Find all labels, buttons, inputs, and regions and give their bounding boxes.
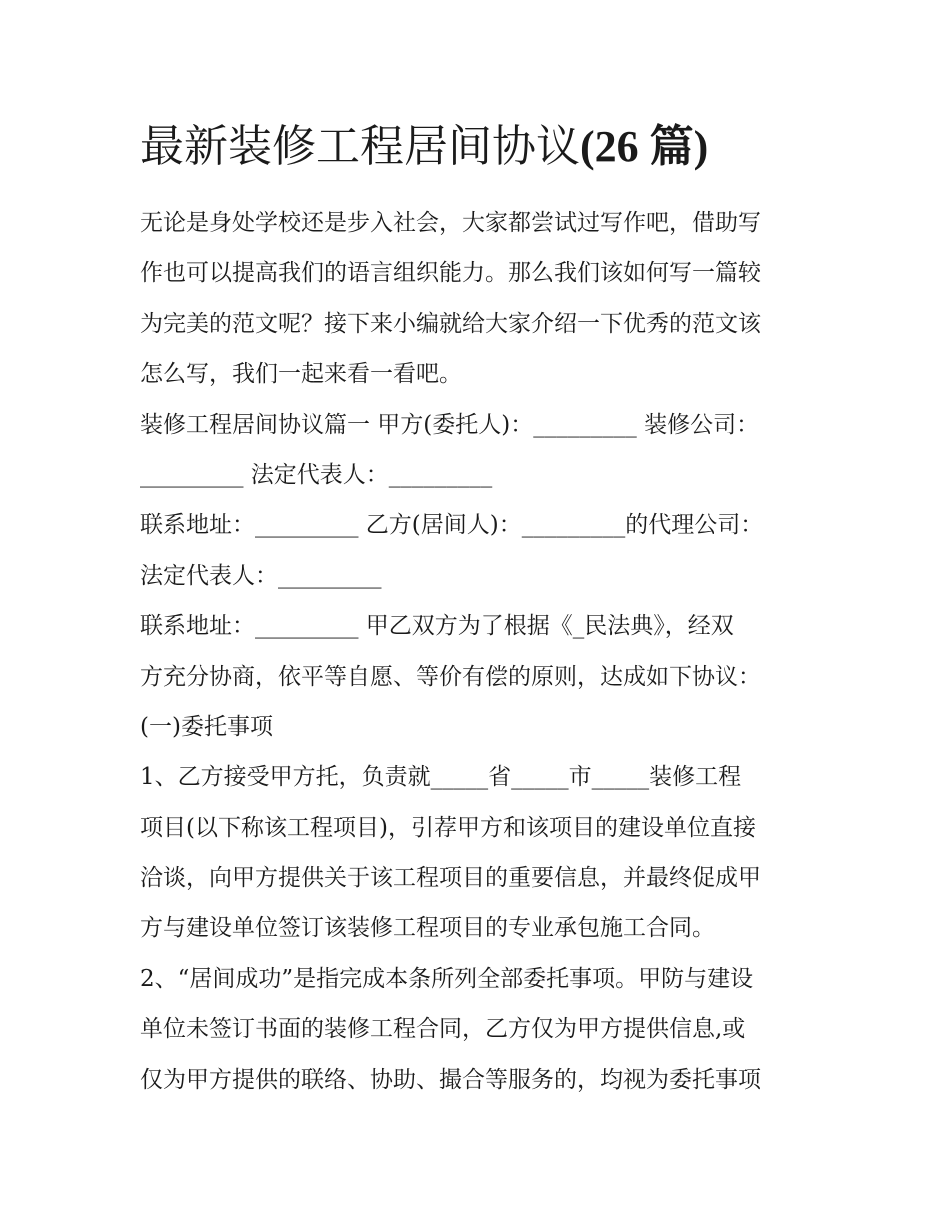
document-body	[140, 198, 812, 1105]
text-line: 1、乙方接受甲方托，负责就_____省_____市_____装修工程	[140, 764, 742, 791]
text-line: 项目(以下称该工程项目)，引荐甲方和该项目的建设单位直接	[140, 814, 756, 841]
text-line: 为完美的范文呢？接下来小编就给大家介绍一下优秀的范文该	[140, 310, 761, 337]
title-count: (26 篇)	[580, 122, 709, 171]
text-line: 怎么写，我们一起来看一看吧。	[140, 361, 462, 388]
text-line: 装修工程居间协议篇一 甲方(委托人)：_________ 装修公司：	[140, 411, 760, 438]
text-line: 无论是身处学校还是步入社会，大家都尝试过写作吧，借助写	[140, 210, 761, 236]
text-line: 方充分协商，依平等自愿、等价有偿的原则，达成如下协议：	[140, 663, 761, 690]
title-text: 最新装修工程居间协议	[140, 121, 580, 172]
text-line: 仅为甲方提供的联络、协助、撮合等服务的，均视为委托事项	[140, 1066, 761, 1093]
document-title	[140, 115, 840, 179]
text-line: 联系地址：_________ 乙方(居间人)：_________的代理公司：	[140, 512, 764, 539]
text-line: 方与建设单位签订该装修工程项目的专业承包施工合同。	[140, 915, 715, 942]
text-line: 联系地址：_________ 甲乙双方为了根据《_民法典》，经双	[140, 613, 734, 640]
text-line: _________ 法定代表人：_________	[140, 461, 493, 488]
section-heading: (一)委托事项	[140, 713, 273, 740]
text-line: 单位未签订书面的装修工程合同，乙方仅为甲方提供信息,或	[140, 1016, 746, 1043]
text-line: 2、“居间成功”是指完成本条所列全部委托事项。甲防与建设	[140, 965, 754, 992]
text-line: 洽谈，向甲方提供关于该工程项目的重要信息，并最终促成甲	[140, 865, 761, 892]
text-line: 法定代表人：_________	[140, 562, 382, 589]
text-line: 作也可以提高我们的语言组织能力。那么我们该如何写一篇较	[140, 260, 761, 287]
